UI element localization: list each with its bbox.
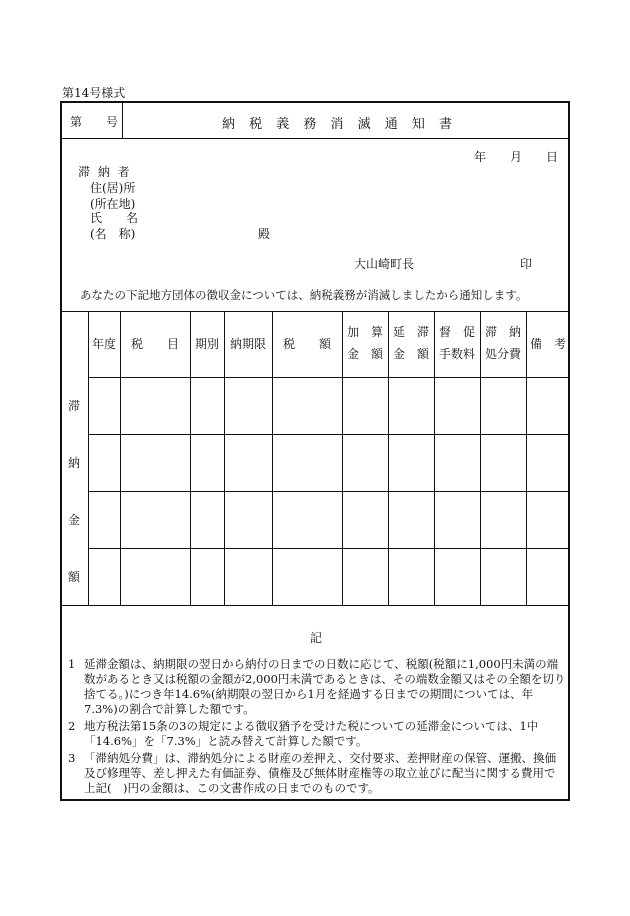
column-header-demand: 督 促 [438,325,475,339]
table-row-line [88,377,568,378]
column-header-additional-2: 金 額 [346,347,383,361]
note-text: 「滞納処分費」は、滞納処分による財産の差押え、交付要求、差押財産の保管、運搬、換価及び修理等、差し押えた有価証券、債権及び無体財産権等の取立並びに配当に関する費用で上記( )円の金額は、この文書作成の日までのものです。 [84,751,557,795]
note-text: 地方税法第15条の3の規定による徴収猶予を受けた税についての延滞金については、1中「14.6%」を「7.3%」と読み替えて計算した額です。 [84,719,539,748]
address-label: 住(居)所 [90,181,136,195]
table-vline [120,311,121,605]
note-number: 1 [68,657,76,671]
seal-mark: 印 [520,257,533,271]
table-vline [224,311,225,605]
date-day: 日 [546,150,559,164]
column-header-year: 年度 [91,337,116,351]
number-label-go: 号 [106,115,119,129]
table-vline [526,311,527,605]
column-header-delinquency: 延 滞 [392,325,429,339]
column-header-disposition-2: 処分費 [484,347,521,361]
side-label-char: 納 [68,456,81,470]
note-item [68,751,566,796]
note-item [68,657,566,717]
column-header-tax-amount: 税 額 [282,337,331,351]
name-alt-label: (名 称) [90,227,136,241]
taxpayer-label: 滞 納 者 [78,165,130,179]
address-alt-label: (所在地) [90,197,136,211]
honorific: 殿 [258,227,271,241]
table-top-border [62,311,568,312]
note-text: 延滞金額は、納期限の翌日から納付の日までの日数に応じて、税額(税額に1,000円未満の端数があるとき又は税額の金額が2,000円未満であるときは、その端数金額又はその全額を切り捨てる。)につき年14.6%(納期限の翌日から1月を経過する日までの期間については、年7.3%)の割合で計算した額です。 [84,657,566,716]
column-header-disposition: 滞 納 [484,325,521,339]
column-header-delinquency-2: 金 額 [392,347,429,361]
column-header-period: 期別 [194,337,219,351]
date-year: 年 [474,150,487,164]
form-number: 第14号様式 [62,86,126,100]
document-title: 納 税 義 務 消 滅 通 知 書 [222,117,453,132]
note-item [68,719,566,749]
table-row-line [88,548,568,549]
notes-heading: 記 [310,631,323,645]
table-row-line [88,491,568,492]
table-vline [190,311,191,605]
name-label: 氏 名 [90,211,139,225]
table-row-line [88,434,568,435]
table-vline [272,311,273,605]
issuer-name: 大山崎町長 [354,257,415,271]
note-number: 3 [68,751,76,765]
notice-text: あなたの下記地方団体の徴収金については、納税義務が消滅しましたから通知します。 [80,288,528,302]
number-label-dai: 第 [70,115,83,129]
table-bottom-border [62,605,568,606]
header-vline [122,103,123,138]
side-label-char: 金 [68,513,81,527]
column-header-due-date: 納期限 [229,337,266,351]
side-label-char: 滞 [68,399,81,413]
column-header-additional: 加 算 [346,325,383,339]
note-number: 2 [68,719,76,733]
table-vline [88,311,89,605]
column-header-remarks: 備 考 [529,337,566,351]
header-divider [62,138,568,139]
column-header-tax-item: 税 目 [130,337,179,351]
side-label-char: 額 [68,570,81,584]
column-header-demand-2: 手数料 [438,347,475,361]
date-month: 月 [510,150,523,164]
notice-form [60,101,570,801]
